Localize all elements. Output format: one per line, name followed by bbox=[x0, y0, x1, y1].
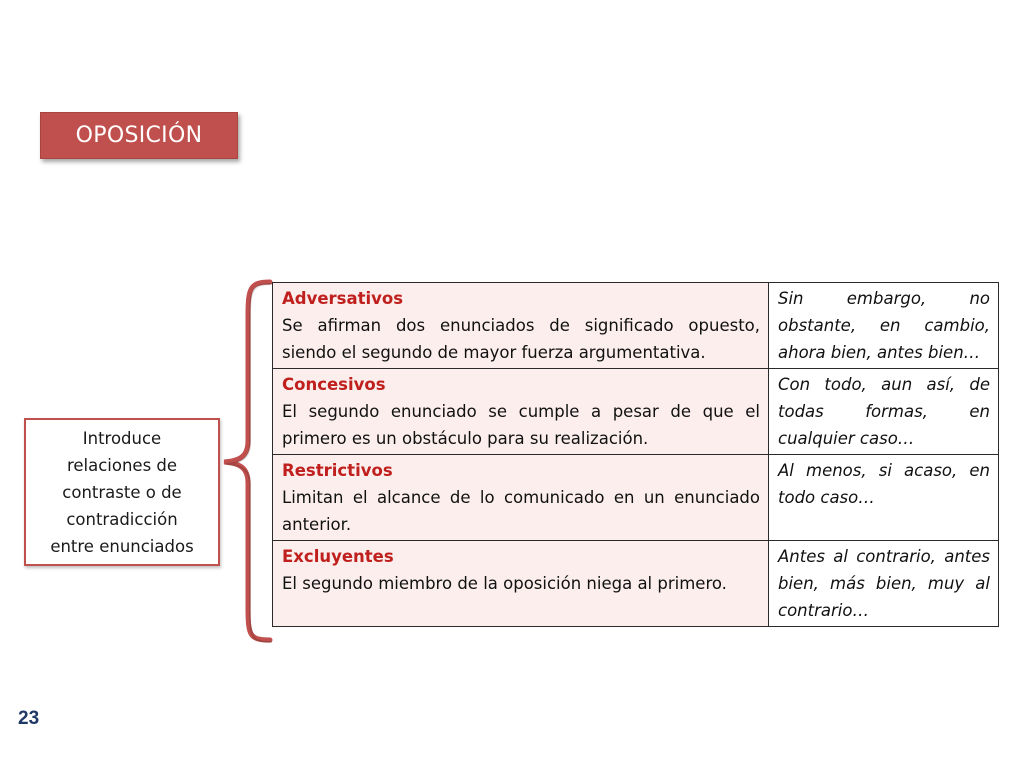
page-number: 23 bbox=[18, 708, 40, 729]
definition-text: El segundo enunciado se cumple a pesar de que el primero es un obstáculo para su realización. bbox=[282, 402, 760, 448]
description-text bbox=[50, 425, 193, 560]
description-line: Introduce bbox=[82, 428, 162, 448]
definition-cell bbox=[273, 455, 769, 541]
description-box bbox=[24, 418, 220, 566]
examples-cell: Al menos, si acaso, en todo caso… bbox=[769, 455, 999, 541]
examples-cell: Con todo, aun así, de todas formas, en cualquier caso… bbox=[769, 369, 999, 455]
examples-cell: Antes al contrario, antes bien, más bien, muy al contrario… bbox=[769, 541, 999, 627]
category-label: Concesivos bbox=[282, 375, 386, 394]
description-line: contraste o de bbox=[62, 482, 182, 502]
connectors-table bbox=[272, 282, 999, 627]
description-line: relaciones de bbox=[66, 455, 178, 475]
definition-text: Se afirman dos enunciados de significado opuesto, siendo el segundo de mayor fuerza argumentativa. bbox=[282, 316, 760, 362]
definition-cell bbox=[273, 541, 769, 627]
description-line: contradicción bbox=[66, 509, 178, 529]
slide-title: OPOSICIÓN bbox=[40, 112, 238, 159]
definition-text: Limitan el alcance de lo comunicado en un enunciado anterior. bbox=[282, 488, 760, 534]
table-row bbox=[273, 283, 999, 369]
table-row bbox=[273, 541, 999, 627]
curly-brace-connector bbox=[218, 276, 278, 646]
table-row bbox=[273, 369, 999, 455]
definition-cell bbox=[273, 283, 769, 369]
examples-cell: Sin embargo, no obstante, en cambio, ahora bien, antes bien… bbox=[769, 283, 999, 369]
description-line: entre enunciados bbox=[50, 536, 194, 556]
table-row bbox=[273, 455, 999, 541]
category-label: Excluyentes bbox=[282, 547, 394, 566]
category-label: Restrictivos bbox=[282, 461, 393, 480]
definition-text: El segundo miembro de la oposición niega al primero. bbox=[282, 574, 727, 593]
definition-cell bbox=[273, 369, 769, 455]
category-label: Adversativos bbox=[282, 289, 404, 308]
